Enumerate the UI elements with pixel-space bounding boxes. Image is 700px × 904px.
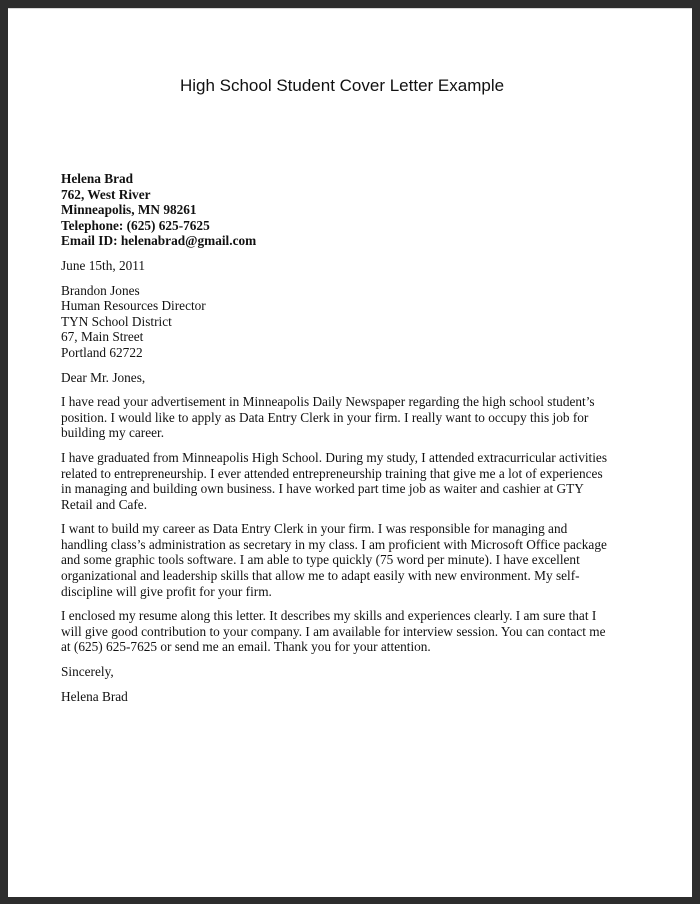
paragraph-4 — [61, 608, 641, 655]
sender-city: Minneapolis, MN 98261 — [61, 202, 197, 218]
paragraph-1 — [61, 394, 641, 441]
paragraph-line: I want to build my career as Data Entry Clerk in your firm. I was responsible for managing and — [61, 521, 568, 537]
sender-telephone: Telephone: (625) 625-7625 — [61, 217, 210, 233]
paragraph-2 — [61, 450, 641, 512]
paragraph-line: will give good contribution to your company. I am available for interview session. You can contact me — [61, 623, 606, 639]
recipient-position: Human Resources Director — [61, 298, 206, 314]
recipient-organization: TYN School District — [61, 313, 172, 329]
sender-street: 762, West River — [61, 186, 151, 202]
paragraph-line: I have graduated from Minneapolis High School. During my study, I attended extracurricular activities — [61, 449, 607, 465]
sender-email: Email ID: helenabrad@gmail.com — [61, 233, 257, 249]
signature-name: Helena Brad — [61, 688, 128, 704]
paragraph-line: building my career. — [61, 425, 165, 441]
document-title: High School Student Cover Letter Example — [179, 76, 505, 95]
paragraph-line: organizational and leadership skills that allow me to adapt easily with new environment. My self- — [61, 568, 580, 584]
paragraph-line: I have read your advertisement in Minneapolis Daily Newspaper regarding the high school student’s — [61, 394, 595, 410]
recipient-block — [61, 283, 641, 361]
paragraph-line: related to entrepreneurship. I ever attended entrepreneurship training that give me a lot of experiences — [61, 465, 603, 481]
sender-name: Helena Brad — [61, 171, 134, 186]
greeting: Dear Mr. Jones, — [61, 369, 146, 385]
paragraph-line: in managing and building own business. I have worked part time job as waiter and cashier at GTY — [61, 481, 584, 497]
paragraph-3 — [61, 521, 641, 599]
recipient-city: Portland 62722 — [61, 344, 143, 360]
closing: Sincerely, — [61, 664, 114, 680]
recipient-street: 67, Main Street — [61, 329, 144, 345]
recipient-name: Brandon Jones — [61, 282, 140, 298]
paragraph-line: position. I would like to apply as Data Entry Clerk in your firm. I really want to occupy this job for — [61, 409, 589, 425]
letter-body — [61, 171, 641, 704]
paragraph-line: I enclosed my resume along this letter. It describes my skills and experiences clearly. I am sure that I — [61, 608, 597, 624]
paragraph-line: discipline will give profit for your firm. — [61, 583, 272, 599]
paragraph-line: at (625) 625-7625 or send me an email. Thank you for your attention. — [61, 639, 431, 655]
paragraph-line: handling class’s administration as secretary in my class. I am proficient with Microsoft Office package — [61, 536, 607, 552]
paragraph-line: and some graphic tools software. I am able to type quickly (75 word per minute). I have excellent — [61, 552, 580, 568]
letter-date: June 15th, 2011 — [61, 257, 146, 273]
sender-block — [61, 171, 641, 249]
paragraph-line: Retail and Cafe. — [61, 496, 148, 512]
